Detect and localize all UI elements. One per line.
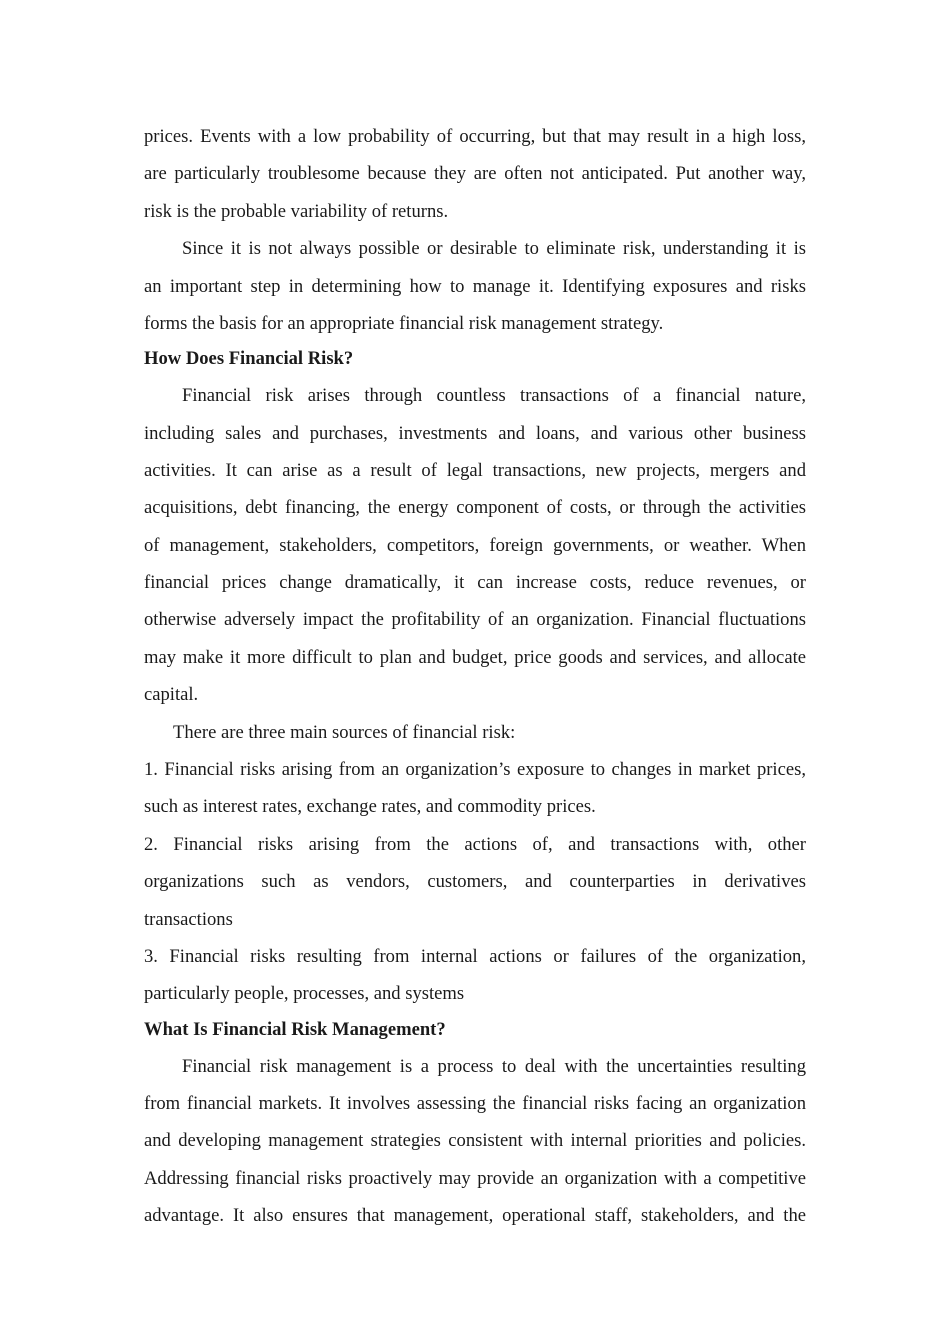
text-line: and developing management strategies consistent with internal priorities and policies. — [144, 1130, 806, 1152]
text-line: organizations such as vendors, customers, and counterparties in derivatives — [144, 871, 806, 893]
text-line: 3. Financial risks resulting from internal actions or failures of the organization, — [144, 946, 806, 967]
text-line: Addressing financial risks proactively may provide an organization with a competitive — [144, 1167, 806, 1189]
text-line: Since it is not always possible or desirable to eliminate risk, understanding it is — [182, 238, 806, 260]
text-line: transactions — [144, 908, 233, 930]
text-line: 1. Financial risks arising from an organization’s exposure to changes in market prices, — [144, 759, 806, 781]
paragraph-financial-risk-arises — [144, 377, 806, 714]
section-heading: What Is Financial Risk Management? — [144, 1018, 446, 1040]
paragraph-understanding-risk — [144, 230, 806, 342]
paragraph-three-sources-intro — [144, 714, 806, 751]
text-line: acquisitions, debt financing, the energy component of costs, or through the activities — [144, 497, 806, 519]
text-line: Financial risk arises through countless transactions of a financial nature, — [182, 385, 806, 407]
list-item-market-prices — [144, 751, 806, 826]
document-page — [144, 118, 806, 1235]
section-heading: How Does Financial Risk? — [144, 348, 354, 370]
text-line: prices. Events with a low probability of occurring, but that may result in a high loss, — [144, 126, 806, 147]
text-line: are particularly troublesome because they are often not anticipated. Put another way, — [144, 163, 806, 185]
text-line: forms the basis for an appropriate financial risk management strategy. — [144, 312, 664, 334]
text-line: an important step in determining how to manage it. Identifying exposures and risks — [144, 275, 806, 297]
paragraph-risk-management-definition — [144, 1048, 806, 1235]
text-line: such as interest rates, exchange rates, and commodity prices. — [144, 796, 596, 818]
text-line: financial prices change dramatically, it can increase costs, reduce revenues, or — [144, 572, 806, 594]
text-line: from financial markets. It involves assessing the financial risks facing an organization — [144, 1092, 806, 1114]
text-line: may make it more difficult to plan and budget, price goods and services, and allocate — [144, 646, 806, 668]
text-line: 2. Financial risks arising from the actions of, and transactions with, other — [144, 833, 806, 855]
text-line: Financial risk management is a process to deal with the uncertainties resulting — [182, 1055, 806, 1077]
text-line: including sales and purchases, investments and loans, and various other business — [144, 422, 806, 444]
list-item-other-organizations — [144, 826, 806, 938]
text-line: activities. It can arise as a result of legal transactions, new projects, mergers and — [144, 459, 806, 481]
paragraph-risk-definition — [144, 118, 806, 230]
text-line: There are three main sources of financial risk: — [173, 721, 516, 743]
text-line: advantage. It also ensures that management, operational staff, stakeholders, and the — [144, 1205, 806, 1227]
text-line: particularly people, processes, and systems — [144, 983, 465, 1005]
text-line: of management, stakeholders, competitors, foreign governments, or weather. When — [144, 534, 806, 556]
text-line: otherwise adversely impact the profitability of an organization. Financial fluctuations — [144, 609, 806, 631]
text-line: risk is the probable variability of returns. — [144, 200, 449, 222]
list-item-internal-actions — [144, 938, 806, 1013]
text-line: capital. — [144, 684, 199, 706]
